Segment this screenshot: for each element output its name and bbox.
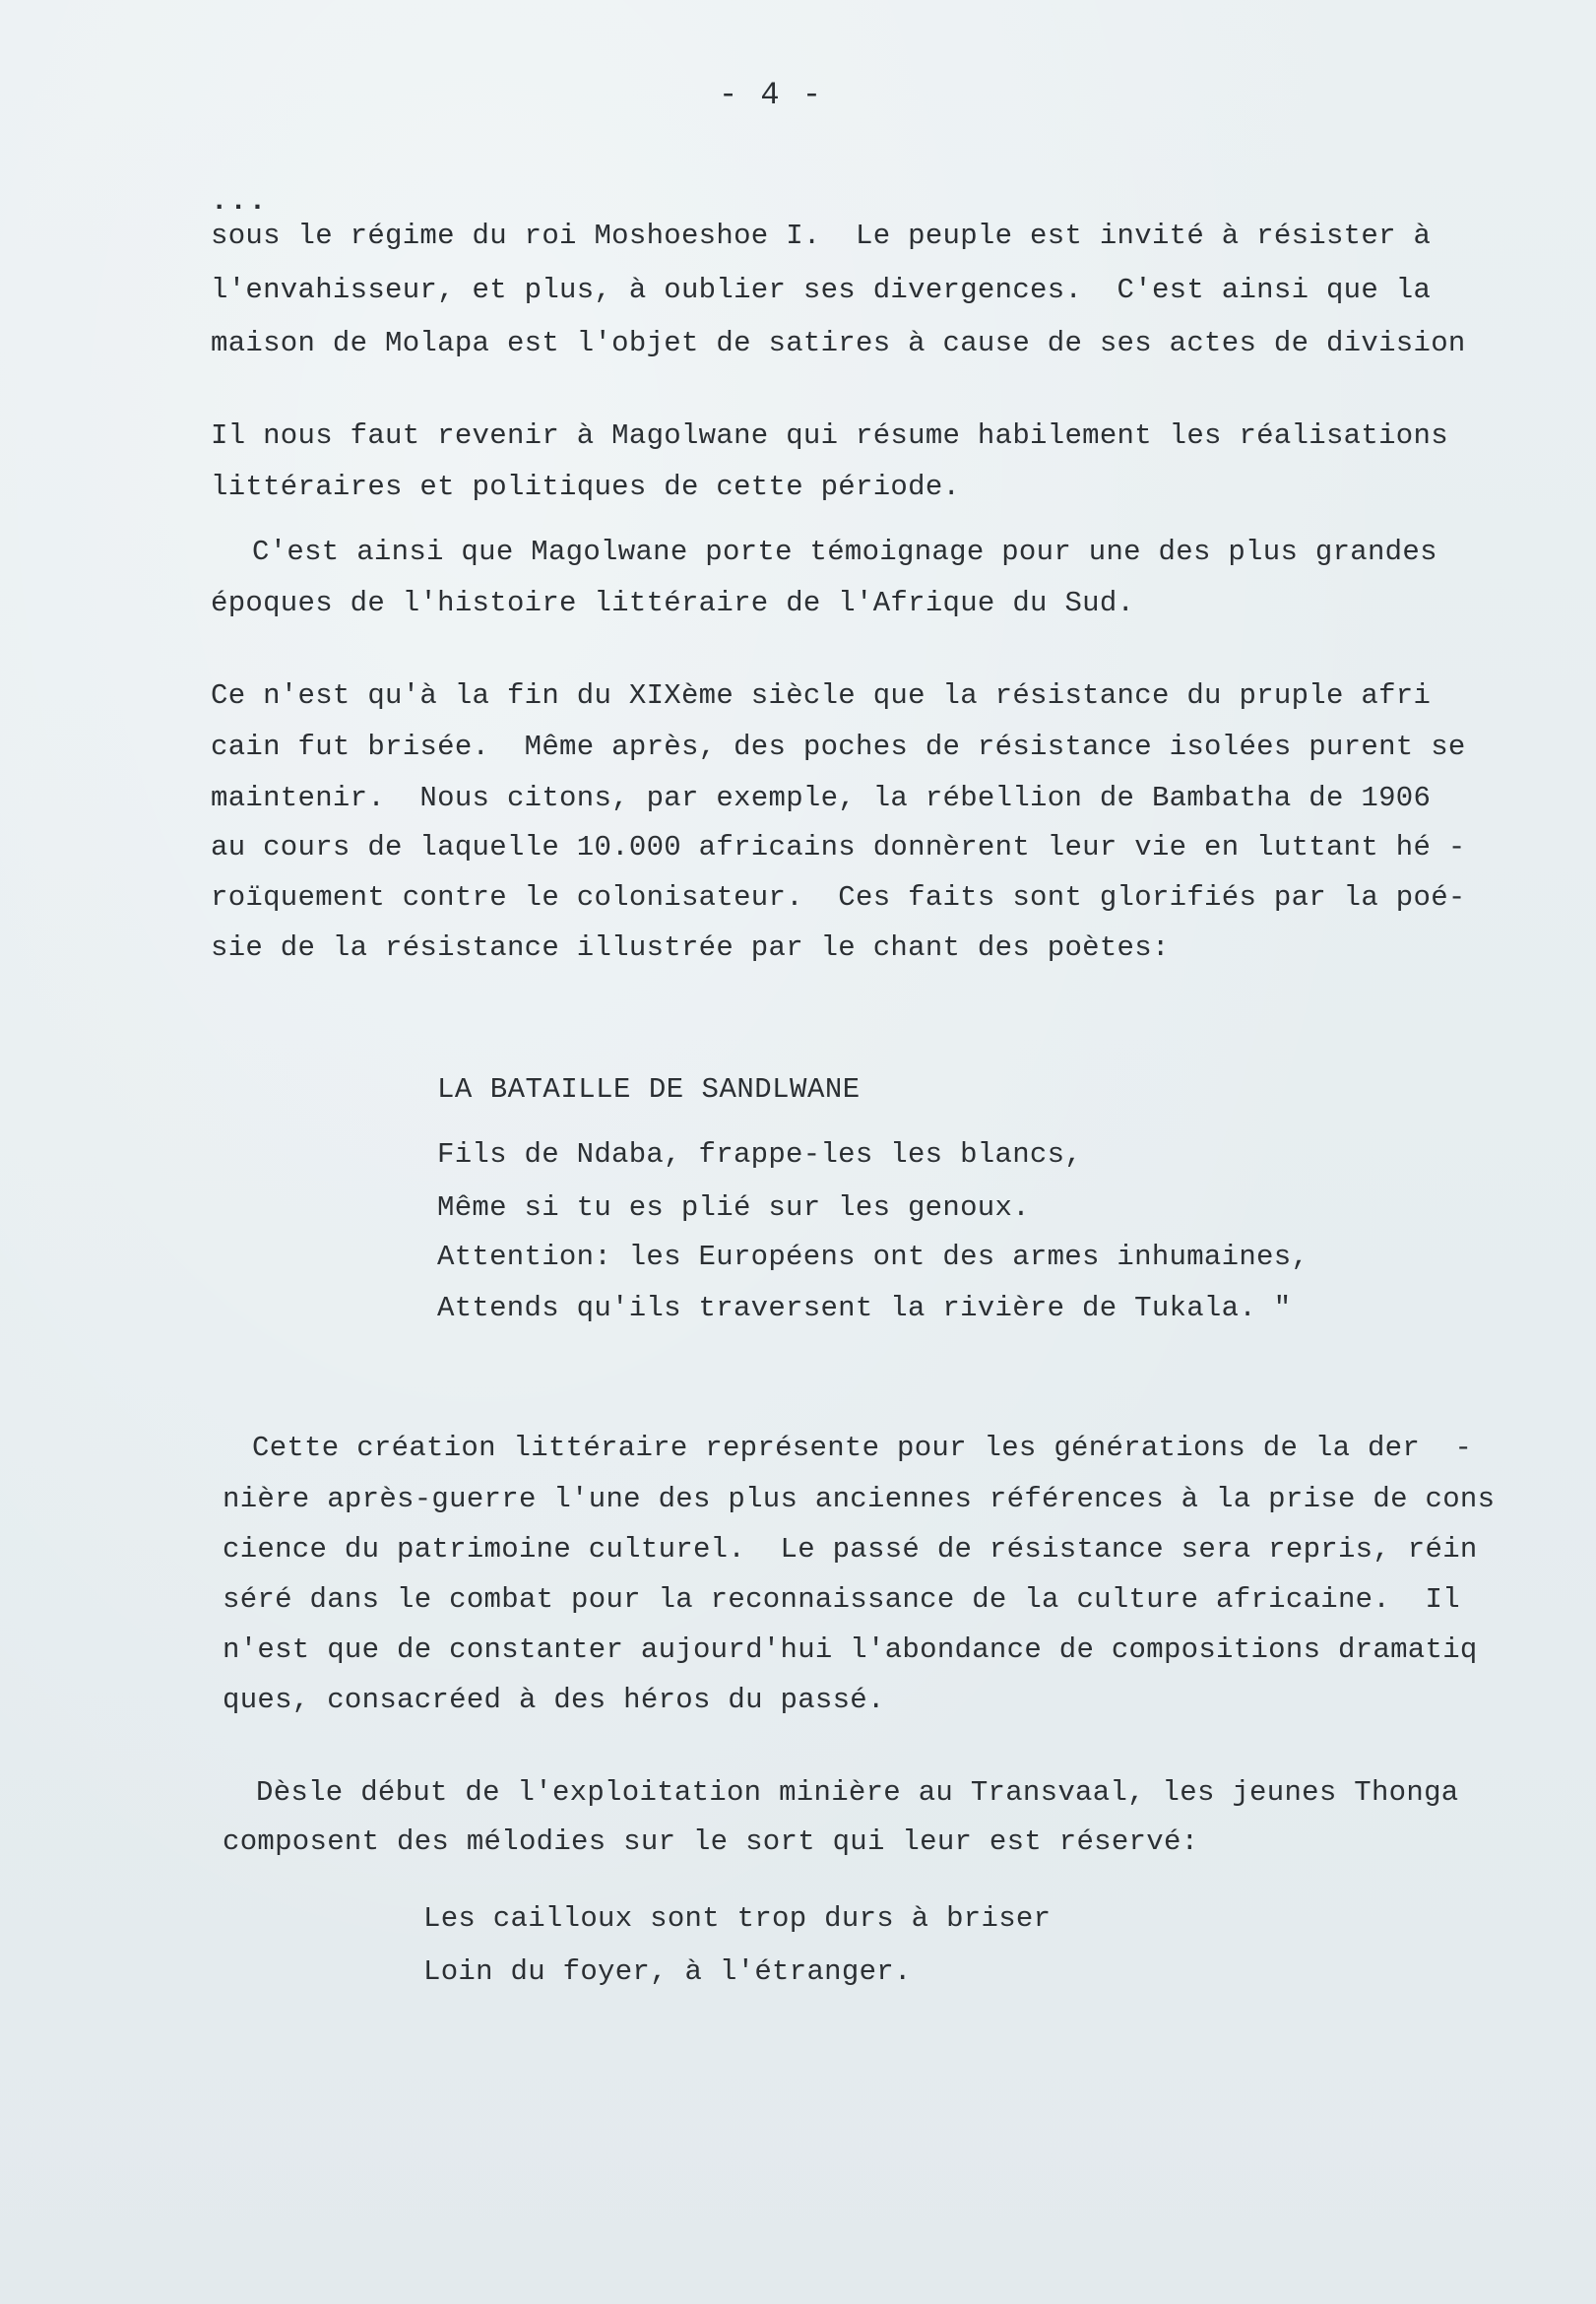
text-line: C'est ainsi que Magolwane porte témoignage pour une des plus grandes — [252, 536, 1437, 568]
poem-line: Loin du foyer, à l'étranger. — [423, 1955, 912, 1988]
text-line: sous le régime du roi Moshoeshoe I. Le peuple est invité à résister à — [211, 220, 1432, 252]
text-line: n'est que de constanter aujourd'hui l'abondance de compositions dramatiq — [223, 1633, 1478, 1666]
poem-line: Attends qu'ils traversent la rivière de Tukala. " — [437, 1292, 1292, 1324]
poem-title: LA BATAILLE DE SANDLWANE — [437, 1073, 861, 1106]
text-line: cain fut brisée. Même après, des poches de résistance isolées purent se — [211, 731, 1466, 763]
text-line: au cours de laquelle 10.000 africains donnèrent leur vie en luttant hé - — [211, 831, 1466, 864]
page-number: - 4 - — [719, 77, 824, 113]
text-line: ques, consacréed à des héros du passé. — [223, 1684, 885, 1716]
text-line: Il nous faut revenir à Magolwane qui résume habilement les réalisations — [211, 419, 1448, 452]
text-line: maintenir. Nous citons, par exemple, la rébellion de Bambatha de 1906 — [211, 782, 1432, 814]
text-line: cience du patrimoine culturel. Le passé de résistance sera repris, réin — [223, 1533, 1478, 1566]
poem-line: Même si tu es plié sur les genoux. — [437, 1191, 1030, 1224]
text-line: époques de l'histoire littéraire de l'Afrique du Sud. — [211, 587, 1135, 619]
poem-line: Les cailloux sont trop durs à briser — [423, 1902, 1052, 1935]
continuation-marker: ... — [211, 185, 269, 218]
poem-line: Fils de Ndaba, frappe-les les blancs, — [437, 1138, 1083, 1171]
text-line: l'envahisseur, et plus, à oublier ses divergences. C'est ainsi que la — [211, 274, 1432, 306]
text-line: Ce n'est qu'à la fin du XIXème siècle que la résistance du pruple afri — [211, 679, 1432, 712]
poem-line: Attention: les Européens ont des armes inhumaines, — [437, 1241, 1309, 1273]
text-line: Dèsle début de l'exploitation minière au Transvaal, les jeunes Thonga — [256, 1776, 1459, 1809]
text-line: littéraires et politiques de cette période. — [211, 471, 961, 503]
text-line: Cette création littéraire représente pour les générations de la der - — [252, 1432, 1473, 1464]
text-line: séré dans le combat pour la reconnaissance de la culture africaine. Il — [223, 1583, 1460, 1616]
text-line: composent des mélodies sur le sort qui leur est réservé: — [223, 1825, 1199, 1858]
text-line: sie de la résistance illustrée par le chant des poètes: — [211, 931, 1170, 964]
text-line: roïquement contre le colonisateur. Ces faits sont glorifiés par la poé- — [211, 881, 1466, 914]
text-line: nière après-guerre l'une des plus anciennes références à la prise de cons — [223, 1483, 1496, 1515]
text-line: maison de Molapa est l'objet de satires à cause de ses actes de division — [211, 327, 1466, 359]
